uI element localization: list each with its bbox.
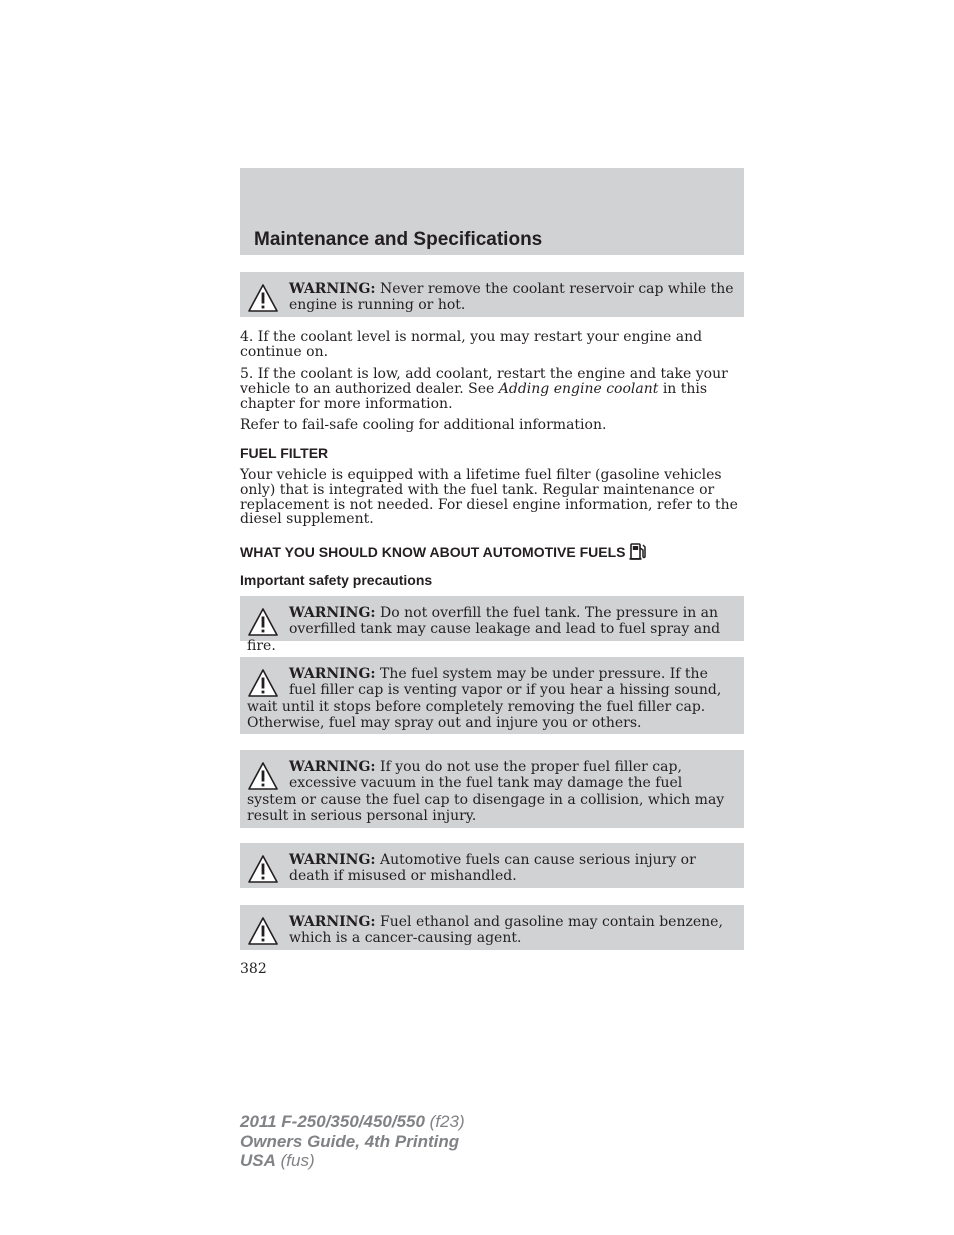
heading-fuel-filter: FUEL FILTER <box>240 445 329 461</box>
warning-box <box>240 843 744 888</box>
cross-reference: Adding engine coolant <box>498 380 659 397</box>
fuel-pump-icon <box>629 542 647 563</box>
heading-automotive-fuels-text: WHAT YOU SHOULD KNOW ABOUT AUTOMOTIVE FUELS <box>240 544 626 560</box>
warning-text: Do not overfill the fuel tank. The pressure in an overfilled tank may cause leakage and lead to fuel spray and fire. <box>247 605 721 654</box>
warning-text: Fuel ethanol and gasoline may contain benzene, which is a cancer-causing agent. <box>289 914 723 947</box>
document-footer <box>240 1112 465 1171</box>
warning-text: If you do not use the proper fuel filler cap, excessive vacuum in the fuel tank may damage the fuel system or cause the fuel cap to disengage in a collision, which may result in serious personal injury. <box>247 759 725 825</box>
warning-label: WARNING: <box>289 281 376 297</box>
warning-label: WARNING: <box>289 759 376 775</box>
warning-box <box>240 272 744 317</box>
step5-text-end: in this chapter for more information. <box>240 380 708 412</box>
paragraph-step-5 <box>240 367 744 411</box>
warning-text: The fuel system may be under pressure. If the fuel filler cap is venting vapor or if you hear a hissing sound, wait until it stops before completely removing the fuel filler cap. Otherwise, fuel may spray out and injure you or others. <box>247 666 722 732</box>
warning-triangle-icon <box>247 916 279 946</box>
warning-label: WARNING: <box>289 605 376 621</box>
heading-safety-precautions: Important safety precautions <box>240 572 433 588</box>
paragraph-refer: Refer to fail-safe cooling for additional information. <box>240 417 607 433</box>
paragraph-step-4: 4. If the coolant level is normal, you may restart your engine and continue on. <box>240 329 703 360</box>
heading-automotive-fuels <box>240 542 647 563</box>
warning-text: Never remove the coolant reservoir cap while the engine is running or hot. <box>289 281 734 314</box>
footer-printing: Owners Guide, 4th Printing <box>240 1131 460 1151</box>
warning-triangle-icon <box>247 607 279 637</box>
warning-triangle-icon <box>247 854 279 884</box>
page-number: 382 <box>240 961 267 977</box>
footer-region-code: (fus) <box>275 1151 315 1170</box>
footer-region: USA <box>240 1151 276 1170</box>
section-header <box>240 168 744 255</box>
warning-triangle-icon <box>247 761 279 791</box>
warning-label: WARNING: <box>289 914 376 930</box>
warning-triangle-icon <box>247 283 279 313</box>
warning-label: WARNING: <box>289 666 376 682</box>
paragraph-fuel-filter: Your vehicle is equipped with a lifetime fuel filter (gasoline vehicles only) that is integrated with the fuel tank. Regular maintenance or replacement is not needed. For diesel engine information, refer to the diesel supplement. <box>240 467 738 528</box>
footer-line-model <box>240 1112 465 1132</box>
step5-text: 5. If the coolant is low, add coolant, restart the engine and take your vehicle to an authorized dealer. See <box>240 366 728 397</box>
footer-line-region <box>240 1151 465 1171</box>
warning-box <box>240 905 744 950</box>
footer-model-code: (f23) <box>424 1112 465 1131</box>
warning-box <box>240 750 744 828</box>
section-title: Maintenance and Specifications <box>254 229 543 250</box>
footer-model: 2011 F-250/350/450/550 <box>240 1112 425 1131</box>
warning-triangle-icon <box>247 668 279 698</box>
warning-box <box>240 657 744 734</box>
warning-label: WARNING: <box>289 852 376 868</box>
warning-box <box>240 596 744 654</box>
warning-text: Automotive fuels can cause serious injury or death if misused or mishandled. <box>289 852 696 885</box>
